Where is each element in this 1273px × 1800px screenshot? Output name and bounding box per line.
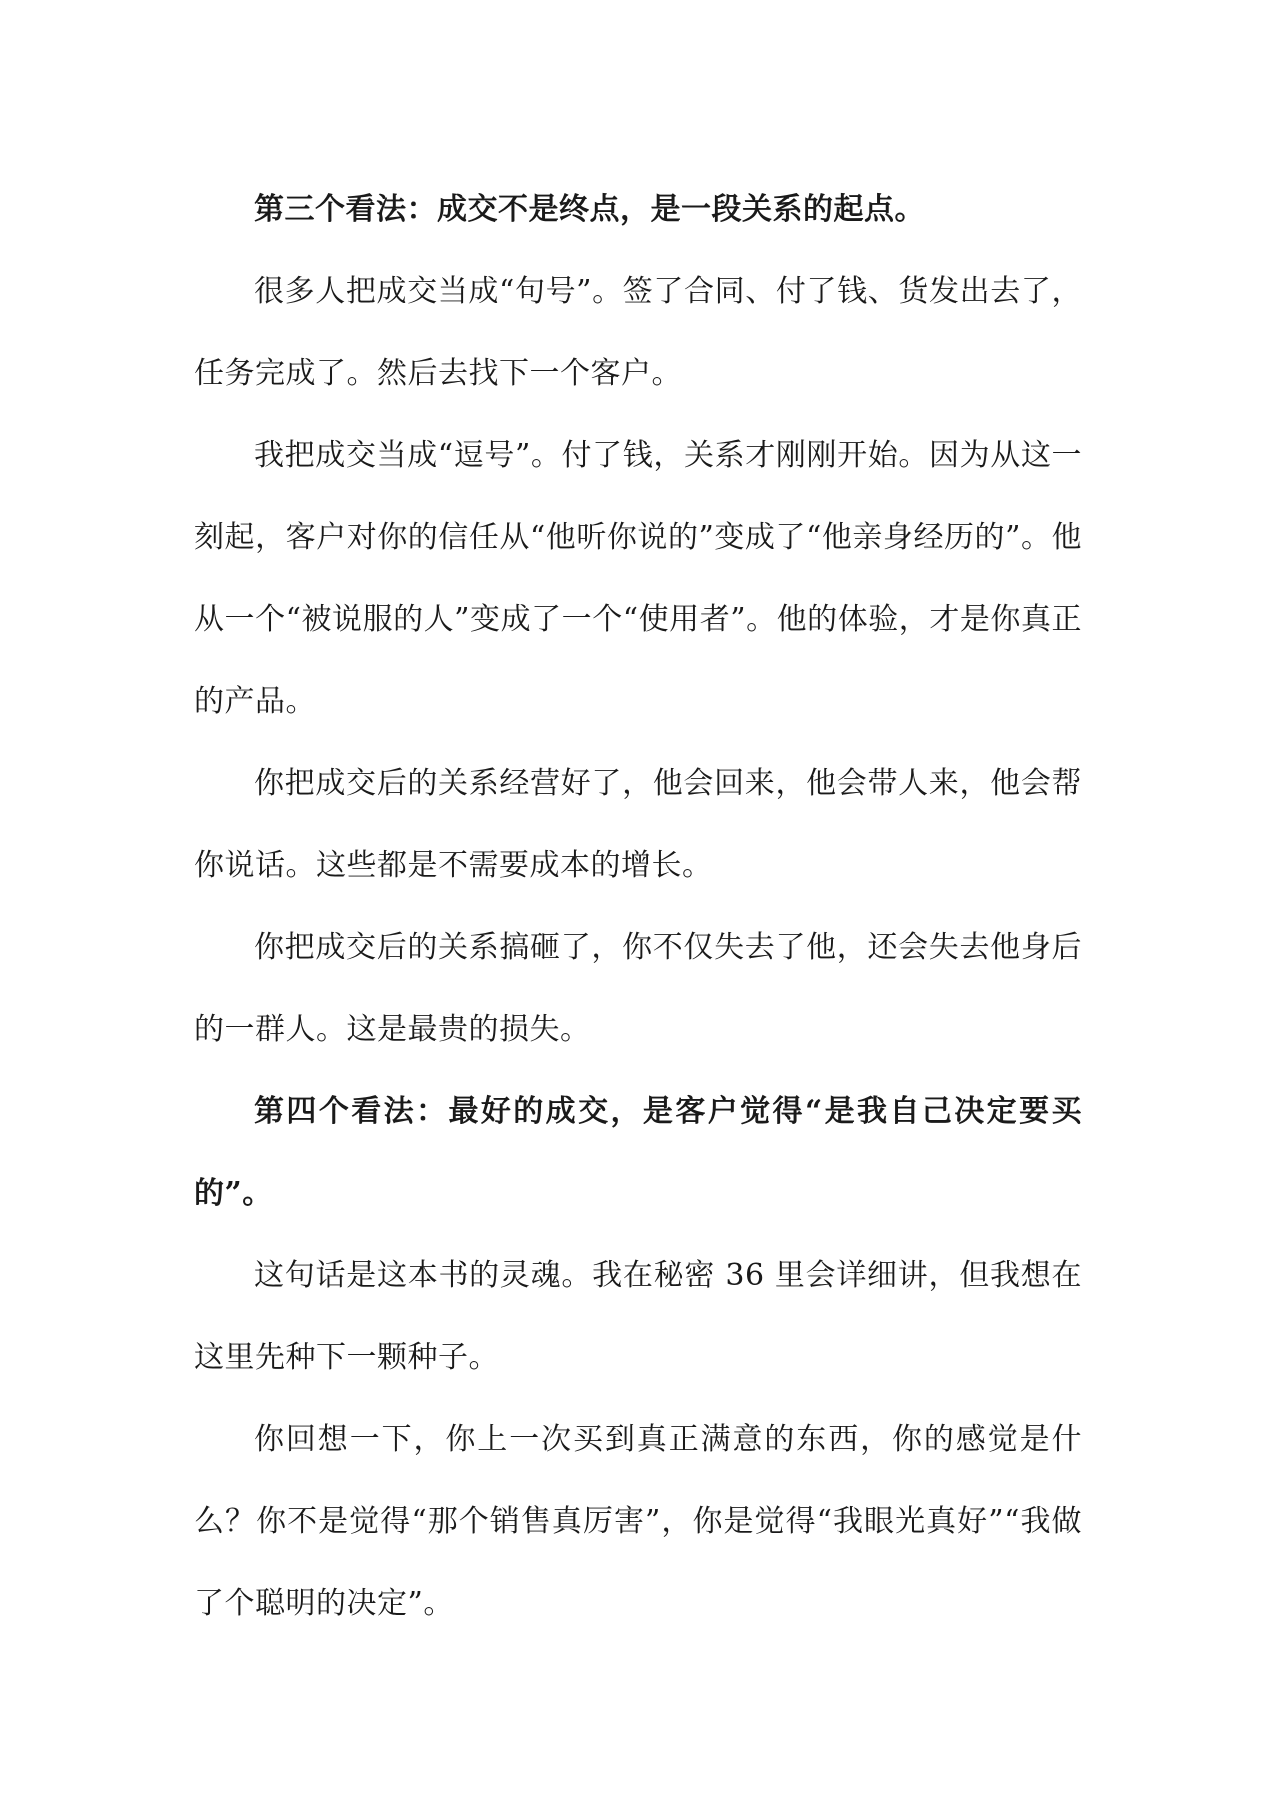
- body-paragraph: 这句话是这本书的灵魂。我在秘密 36 里会详细讲，但我想在这里先种下一颗种子。: [194, 1258, 1082, 1375]
- document-page: [194, 169, 1082, 1645]
- body-paragraph: 你回想一下，你上一次买到真正满意的东西，你的感觉是什么？你不是觉得“那个销售真厉害”，你是觉得“我眼光真好”“我做了个聪明的决定”。: [194, 1422, 1082, 1621]
- body-paragraph: 你把成交后的关系经营好了，他会回来，他会带人来，他会帮你说话。这些都是不需要成本的增长。: [194, 766, 1082, 883]
- body-paragraph: 很多人把成交当成“句号”。签了合同、付了钱、货发出去了，任务完成了。然后去找下一个客户。: [194, 274, 1082, 391]
- body-paragraph: 你把成交后的关系搞砸了，你不仅失去了他，还会失去他身后的一群人。这是最贵的损失。: [194, 930, 1082, 1047]
- section-heading-3: 第三个看法：成交不是终点，是一段关系的起点。: [254, 192, 925, 227]
- section-heading-4: 第四个看法：最好的成交，是客户觉得“是我自己决定要买的”。: [194, 1094, 1082, 1211]
- body-paragraph: 我把成交当成“逗号”。付了钱，关系才刚刚开始。因为从这一刻起，客户对你的信任从“他听你说的”变成了“他亲身经历的”。他从一个“被说服的人”变成了一个“使用者”。他的体验，才是你真正的产品。: [194, 438, 1082, 719]
